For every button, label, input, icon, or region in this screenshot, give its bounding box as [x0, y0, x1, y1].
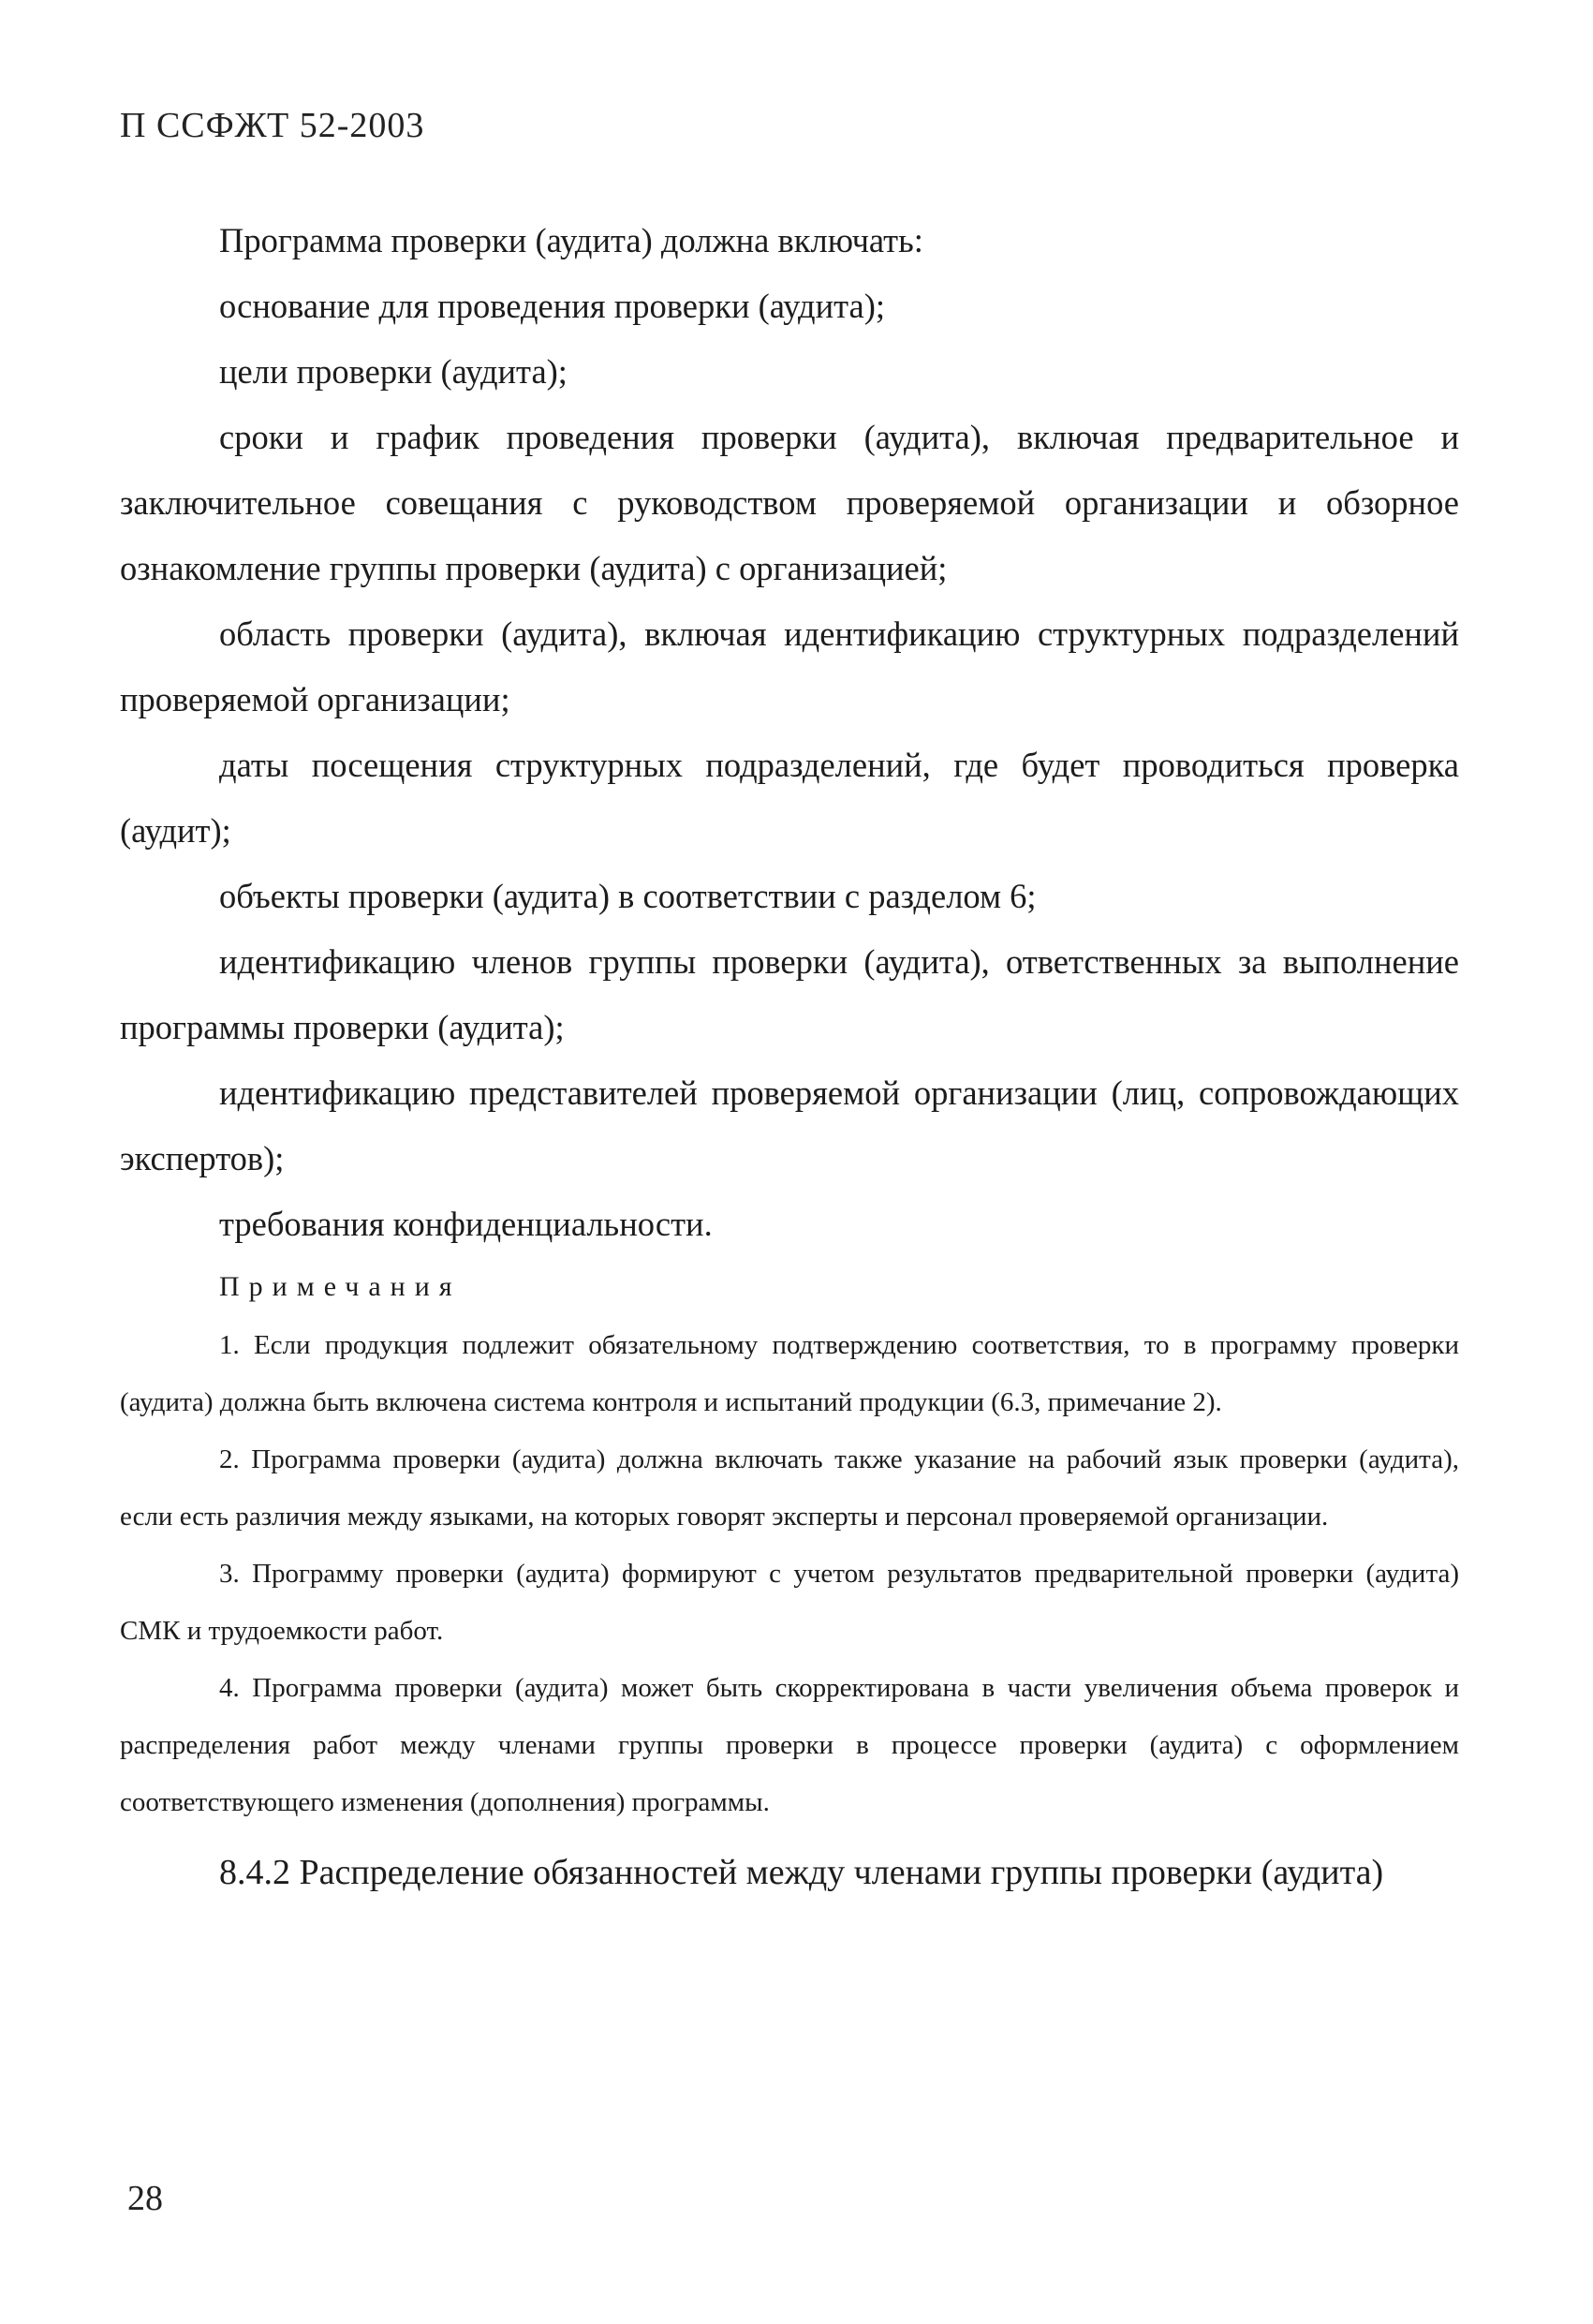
document-code-header: П ССФЖТ 52-2003 [120, 106, 425, 145]
program-item: даты посещения структурных подразделений, где будет проводиться проверка (аудит); [120, 746, 1459, 850]
program-item: сроки и график проведения проверки (аудита), включая предварительное и заключительное совещания с руководством проверяемой организации и обзорное ознакомление группы проверки (аудита) с организацией; [120, 418, 1459, 587]
note-item: 2. Программа проверки (аудита) должна включать также указание на рабочий язык проверки (аудита), если есть различия между языками, на которых говорят эксперты и персонал проверяемой организации. [120, 1444, 1459, 1532]
program-intro: Программа проверки (аудита) должна включать: [219, 221, 923, 259]
program-item: основание для проведения проверки (аудита); [219, 287, 886, 325]
program-item: область проверки (аудита), включая идентификацию структурных подразделений проверяемой организации; [120, 614, 1459, 718]
note-item: 3. Программу проверки (аудита) формируют с учетом результатов предварительной проверки (аудита) СМК и трудоемкости работ. [120, 1559, 1459, 1646]
program-item: объекты проверки (аудита) в соответствии с разделом 6; [219, 877, 1037, 915]
notes-list [120, 1317, 1459, 1831]
program-item: идентификацию членов группы проверки (аудита), ответственных за выполнение программы проверки (аудита); [120, 942, 1459, 1046]
program-item: требования конфиденциальности. [219, 1205, 713, 1243]
program-item: идентификацию представителей проверяемой организации (лиц, сопровождающих экспертов); [120, 1073, 1459, 1177]
notes-title: Примечания [219, 1271, 462, 1302]
section-heading: 8.4.2 Распределение обязанностей между членами группы проверки (аудита) [219, 1853, 1384, 1892]
page-number: 28 [127, 2179, 163, 2218]
program-item: цели проверки (аудита); [219, 352, 568, 391]
note-item: 4. Программа проверки (аудита) может быть скорректирована в части увеличения объема проверок и распределения работ между членами группы проверки в процессе проверки (аудита) с оформлением соответствующего изменения (дополнения) программы. [120, 1673, 1459, 1817]
note-item: 1. Если продукция подлежит обязательному подтверждению соответствия, то в программу проверки (аудита) должна быть включена система контроля и испытаний продукции (6.3, примечание 2). [120, 1330, 1459, 1417]
document-body [120, 208, 1459, 1906]
